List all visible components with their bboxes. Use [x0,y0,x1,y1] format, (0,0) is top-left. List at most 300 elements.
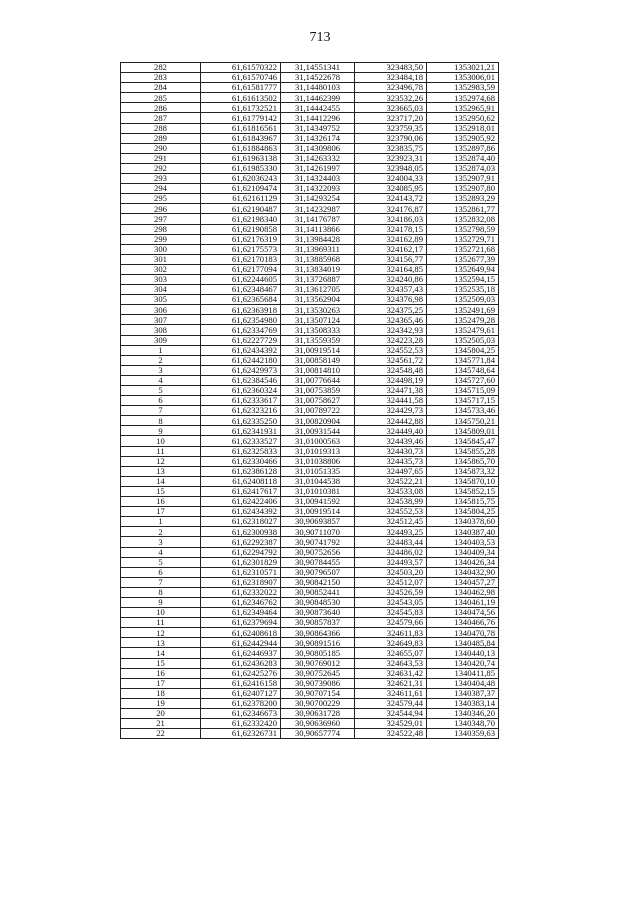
coord-x-cell: 324543,05 [355,597,427,607]
point-number-cell: 20 [121,709,201,719]
longitude-cell: 31,00931544 [281,426,355,436]
point-number-cell: 287 [121,113,201,123]
table-row [121,638,499,648]
coord-x-cell: 324085,95 [355,184,427,194]
point-number-cell: 7 [121,577,201,587]
table-row [121,426,499,436]
coord-y-cell: 1352535,18 [427,285,499,295]
coord-x-cell: 324512,45 [355,517,427,527]
point-number-cell: 283 [121,73,201,83]
point-number-cell: 5 [121,386,201,396]
table-row [121,476,499,486]
coord-y-cell: 1340470,78 [427,628,499,638]
longitude-cell: 31,00814810 [281,365,355,375]
latitude-cell: 61,62176319 [201,234,281,244]
longitude-cell: 30,90707154 [281,688,355,698]
table-row [121,527,499,537]
coord-y-cell: 1352965,91 [427,103,499,113]
point-number-cell: 290 [121,143,201,153]
point-number-cell: 302 [121,264,201,274]
latitude-cell: 61,62346762 [201,597,281,607]
coord-x-cell: 324164,85 [355,264,427,274]
point-number-cell: 298 [121,224,201,234]
longitude-cell: 31,14326174 [281,133,355,143]
point-number-cell: 299 [121,234,201,244]
latitude-cell: 61,62348467 [201,285,281,295]
longitude-cell: 31,00753859 [281,386,355,396]
latitude-cell: 61,62292387 [201,537,281,547]
longitude-cell: 31,14263332 [281,153,355,163]
point-number-cell: 13 [121,638,201,648]
longitude-cell: 31,14480103 [281,83,355,93]
table-row [121,224,499,234]
point-number-cell: 9 [121,597,201,607]
point-number-cell: 6 [121,396,201,406]
coord-y-cell: 1345804,25 [427,507,499,517]
latitude-cell: 61,62334769 [201,325,281,335]
longitude-cell: 30,90769012 [281,658,355,668]
coord-y-cell: 1340440,13 [427,648,499,658]
coord-y-cell: 1340457,27 [427,577,499,587]
latitude-cell: 61,62434392 [201,507,281,517]
longitude-cell: 31,01038806 [281,456,355,466]
coord-y-cell: 1352918,01 [427,123,499,133]
table-row [121,628,499,638]
point-number-cell: 10 [121,436,201,446]
coord-y-cell: 1340462,98 [427,587,499,597]
latitude-cell: 61,61570322 [201,63,281,73]
coord-x-cell: 324375,25 [355,305,427,315]
table-row [121,537,499,547]
coord-x-cell: 324156,77 [355,254,427,264]
latitude-cell: 61,62422406 [201,497,281,507]
coord-y-cell: 1340426,34 [427,557,499,567]
point-number-cell: 19 [121,698,201,708]
table-row [121,254,499,264]
latitude-cell: 61,62384546 [201,375,281,385]
coord-y-cell: 1340404,48 [427,678,499,688]
latitude-cell: 61,61816561 [201,123,281,133]
coord-y-cell: 1352983,59 [427,83,499,93]
point-number-cell: 3 [121,365,201,375]
longitude-cell: 30,90631728 [281,709,355,719]
table-row [121,93,499,103]
coord-y-cell: 1340409,34 [427,547,499,557]
longitude-cell: 30,90864366 [281,628,355,638]
page-number: 713 [309,30,331,45]
table-row [121,678,499,688]
coord-y-cell: 1340346,20 [427,709,499,719]
table-row [121,315,499,325]
point-number-cell: 300 [121,244,201,254]
table-row [121,517,499,527]
coord-x-cell: 324483,44 [355,537,427,547]
coord-y-cell: 1340432,90 [427,567,499,577]
latitude-cell: 61,62365684 [201,295,281,305]
point-number-cell: 12 [121,628,201,638]
table-row [121,497,499,507]
longitude-cell: 30,90636960 [281,719,355,729]
table-row [121,174,499,184]
longitude-cell: 30,90693857 [281,517,355,527]
table-row [121,375,499,385]
coord-x-cell: 324004,33 [355,174,427,184]
longitude-cell: 30,90752656 [281,547,355,557]
point-number-cell: 22 [121,729,201,739]
point-number-cell: 16 [121,668,201,678]
latitude-cell: 61,62436283 [201,658,281,668]
coord-y-cell: 1352974,68 [427,93,499,103]
table-row [121,365,499,375]
longitude-cell: 31,14349752 [281,123,355,133]
coord-y-cell: 1340403,53 [427,537,499,547]
latitude-cell: 61,62177094 [201,264,281,274]
coord-x-cell: 324441,58 [355,396,427,406]
coord-x-cell: 323496,78 [355,83,427,93]
coord-y-cell: 1345750,21 [427,416,499,426]
coord-y-cell: 1352798,59 [427,224,499,234]
coord-y-cell: 1352874,03 [427,163,499,173]
longitude-cell: 30,90700229 [281,698,355,708]
coord-y-cell: 1352721,68 [427,244,499,254]
coordinates-table-body [121,63,499,739]
latitude-cell: 61,62417617 [201,486,281,496]
coord-x-cell: 324162,89 [355,234,427,244]
longitude-cell: 31,00919514 [281,345,355,355]
latitude-cell: 61,62446937 [201,648,281,658]
coord-x-cell: 324545,83 [355,608,427,618]
longitude-cell: 31,01051335 [281,466,355,476]
coord-y-cell: 1345855,28 [427,446,499,456]
point-number-cell: 284 [121,83,201,93]
coord-x-cell: 324442,88 [355,416,427,426]
table-row [121,396,499,406]
coord-x-cell: 323483,50 [355,63,427,73]
coord-y-cell: 1352505,03 [427,335,499,345]
table-row [121,436,499,446]
latitude-cell: 61,61884863 [201,143,281,153]
table-row [121,688,499,698]
table-row [121,446,499,456]
longitude-cell: 31,14293254 [281,194,355,204]
coord-x-cell: 324178,15 [355,224,427,234]
table-row [121,184,499,194]
coord-x-cell: 324512,07 [355,577,427,587]
coord-x-cell: 324538,99 [355,497,427,507]
point-number-cell: 291 [121,153,201,163]
longitude-cell: 31,14322093 [281,184,355,194]
coord-x-cell: 324365,46 [355,315,427,325]
longitude-cell: 30,90784455 [281,557,355,567]
table-row [121,143,499,153]
coord-x-cell: 324186,03 [355,214,427,224]
table-row [121,648,499,658]
longitude-cell: 31,01044538 [281,476,355,486]
coord-x-cell: 324223,28 [355,335,427,345]
table-row [121,608,499,618]
longitude-cell: 31,14232987 [281,204,355,214]
latitude-cell: 61,62227729 [201,335,281,345]
coord-y-cell: 1345727,60 [427,375,499,385]
latitude-cell: 61,62363918 [201,305,281,315]
point-number-cell: 1 [121,517,201,527]
table-row [121,557,499,567]
coord-y-cell: 1352861,77 [427,204,499,214]
table-row [121,325,499,335]
coord-x-cell: 324143,72 [355,194,427,204]
coord-x-cell: 324439,46 [355,436,427,446]
longitude-cell: 31,13612705 [281,285,355,295]
coord-x-cell: 324655,07 [355,648,427,658]
longitude-cell: 31,00941592 [281,497,355,507]
coord-x-cell: 324240,86 [355,274,427,284]
coord-x-cell: 324548,48 [355,365,427,375]
longitude-cell: 31,01019313 [281,446,355,456]
coord-y-cell: 1352907,91 [427,174,499,184]
coord-y-cell: 1352649,94 [427,264,499,274]
latitude-cell: 61,62109474 [201,184,281,194]
point-number-cell: 294 [121,184,201,194]
coord-x-cell: 324631,42 [355,668,427,678]
longitude-cell: 30,90741792 [281,537,355,547]
table-row [121,234,499,244]
table-row [121,113,499,123]
point-number-cell: 1 [121,345,201,355]
longitude-cell: 31,14176787 [281,214,355,224]
longitude-cell: 30,90857837 [281,618,355,628]
latitude-cell: 61,62332022 [201,587,281,597]
table-row [121,274,499,284]
coord-x-cell: 323948,05 [355,163,427,173]
coord-x-cell: 324503,20 [355,567,427,577]
point-number-cell: 304 [121,285,201,295]
point-number-cell: 11 [121,618,201,628]
longitude-cell: 31,13834019 [281,264,355,274]
coord-x-cell: 324176,87 [355,204,427,214]
point-number-cell: 307 [121,315,201,325]
point-number-cell: 8 [121,587,201,597]
longitude-cell: 30,90852441 [281,587,355,597]
coord-x-cell: 323790,06 [355,133,427,143]
coord-y-cell: 1352832,08 [427,214,499,224]
coord-x-cell: 324435,73 [355,456,427,466]
table-row [121,73,499,83]
latitude-cell: 61,62170183 [201,254,281,264]
latitude-cell: 61,62333527 [201,436,281,446]
longitude-cell: 31,14551341 [281,63,355,73]
longitude-cell: 30,90711070 [281,527,355,537]
table-row [121,244,499,254]
table-row [121,83,499,93]
coord-y-cell: 1345809,01 [427,426,499,436]
latitude-cell: 61,62190487 [201,204,281,214]
coord-y-cell: 1352479,28 [427,315,499,325]
latitude-cell: 61,62294792 [201,547,281,557]
coord-x-cell: 324498,19 [355,375,427,385]
table-row [121,729,499,739]
longitude-cell: 31,14522678 [281,73,355,83]
coord-x-cell: 324552,53 [355,507,427,517]
point-number-cell: 14 [121,648,201,658]
coord-y-cell: 1352907,80 [427,184,499,194]
coord-x-cell: 324552,53 [355,345,427,355]
table-row [121,618,499,628]
table-row [121,547,499,557]
table-row [121,658,499,668]
coord-y-cell: 1353021,21 [427,63,499,73]
longitude-cell: 31,00776644 [281,375,355,385]
point-number-cell: 9 [121,426,201,436]
table-row [121,416,499,426]
table-row [121,355,499,365]
longitude-cell: 31,00789722 [281,406,355,416]
coord-x-cell: 324611,61 [355,688,427,698]
coord-y-cell: 1345852,15 [427,486,499,496]
latitude-cell: 61,62408118 [201,476,281,486]
coord-x-cell: 324449,40 [355,426,427,436]
coord-x-cell: 324529,01 [355,719,427,729]
coord-y-cell: 1345733,46 [427,406,499,416]
table-row [121,204,499,214]
longitude-cell: 30,90739086 [281,678,355,688]
coord-y-cell: 1345748,64 [427,365,499,375]
latitude-cell: 61,62190858 [201,224,281,234]
longitude-cell: 30,90873640 [281,608,355,618]
longitude-cell: 31,14113866 [281,224,355,234]
table-row [121,698,499,708]
latitude-cell: 61,62244605 [201,274,281,284]
coord-x-cell: 324526,59 [355,587,427,597]
point-number-cell: 15 [121,486,201,496]
coord-x-cell: 324493,57 [355,557,427,567]
longitude-cell: 30,90805185 [281,648,355,658]
table-row [121,103,499,113]
latitude-cell: 61,62429973 [201,365,281,375]
coord-x-cell: 324430,73 [355,446,427,456]
longitude-cell: 31,13562904 [281,295,355,305]
latitude-cell: 61,62408618 [201,628,281,638]
table-row [121,285,499,295]
point-number-cell: 282 [121,63,201,73]
coord-y-cell: 1345715,09 [427,386,499,396]
table-row [121,466,499,476]
table-row [121,456,499,466]
coord-y-cell: 1340411,85 [427,668,499,678]
coord-y-cell: 1345771,84 [427,355,499,365]
coord-x-cell: 324522,48 [355,729,427,739]
latitude-cell: 61,62161129 [201,194,281,204]
latitude-cell: 61,62301829 [201,557,281,567]
longitude-cell: 30,90848530 [281,597,355,607]
coord-x-cell: 324579,66 [355,618,427,628]
table-row [121,214,499,224]
point-number-cell: 16 [121,497,201,507]
point-number-cell: 309 [121,335,201,345]
longitude-cell: 31,14442455 [281,103,355,113]
longitude-cell: 31,14462399 [281,93,355,103]
latitude-cell: 61,62323216 [201,406,281,416]
point-number-cell: 13 [121,466,201,476]
coord-y-cell: 1340420,74 [427,658,499,668]
coord-y-cell: 1352491,69 [427,305,499,315]
latitude-cell: 61,62325833 [201,446,281,456]
coord-y-cell: 1345717,15 [427,396,499,406]
latitude-cell: 61,62198340 [201,214,281,224]
coord-x-cell: 323835,75 [355,143,427,153]
table-row [121,486,499,496]
latitude-cell: 61,61732521 [201,103,281,113]
coord-y-cell: 1345815,75 [427,497,499,507]
coord-y-cell: 1345845,47 [427,436,499,446]
point-number-cell: 8 [121,416,201,426]
coord-x-cell: 324649,83 [355,638,427,648]
coord-x-cell: 324611,83 [355,628,427,638]
point-number-cell: 293 [121,174,201,184]
point-number-cell: 286 [121,103,201,113]
longitude-cell: 31,14412296 [281,113,355,123]
point-number-cell: 295 [121,194,201,204]
point-number-cell: 297 [121,214,201,224]
latitude-cell: 61,62332420 [201,719,281,729]
longitude-cell: 31,13726887 [281,274,355,284]
coord-x-cell: 324533,08 [355,486,427,496]
point-number-cell: 15 [121,658,201,668]
coord-y-cell: 1340387,37 [427,688,499,698]
latitude-cell: 61,62425276 [201,668,281,678]
coord-y-cell: 1340466,76 [427,618,499,628]
latitude-cell: 61,62335250 [201,416,281,426]
longitude-cell: 31,13969311 [281,244,355,254]
point-number-cell: 308 [121,325,201,335]
coord-x-cell: 324376,98 [355,295,427,305]
longitude-cell: 31,14261997 [281,163,355,173]
table-row [121,153,499,163]
latitude-cell: 61,62378200 [201,698,281,708]
coord-x-cell: 324561,72 [355,355,427,365]
coord-x-cell: 324493,25 [355,527,427,537]
latitude-cell: 61,62346673 [201,709,281,719]
table-row [121,668,499,678]
table-row [121,123,499,133]
point-number-cell: 296 [121,204,201,214]
table-row [121,406,499,416]
latitude-cell: 61,62318907 [201,577,281,587]
longitude-cell: 30,90657774 [281,729,355,739]
latitude-cell: 61,62175573 [201,244,281,254]
coord-x-cell: 324471,38 [355,386,427,396]
latitude-cell: 61,61963138 [201,153,281,163]
table-row [121,305,499,315]
table-row [121,194,499,204]
point-number-cell: 21 [121,719,201,729]
longitude-cell: 30,90891516 [281,638,355,648]
latitude-cell: 61,62416158 [201,678,281,688]
point-number-cell: 7 [121,406,201,416]
table-row [121,719,499,729]
longitude-cell: 31,13984428 [281,234,355,244]
point-number-cell: 303 [121,274,201,284]
coord-y-cell: 1352594,15 [427,274,499,284]
longitude-cell: 31,14309806 [281,143,355,153]
latitude-cell: 61,62330466 [201,456,281,466]
latitude-cell: 61,61843967 [201,133,281,143]
point-number-cell: 285 [121,93,201,103]
longitude-cell: 30,90842150 [281,577,355,587]
coord-y-cell: 1340383,14 [427,698,499,708]
coord-y-cell: 1352729,71 [427,234,499,244]
coord-y-cell: 1352509,03 [427,295,499,305]
table-row [121,133,499,143]
